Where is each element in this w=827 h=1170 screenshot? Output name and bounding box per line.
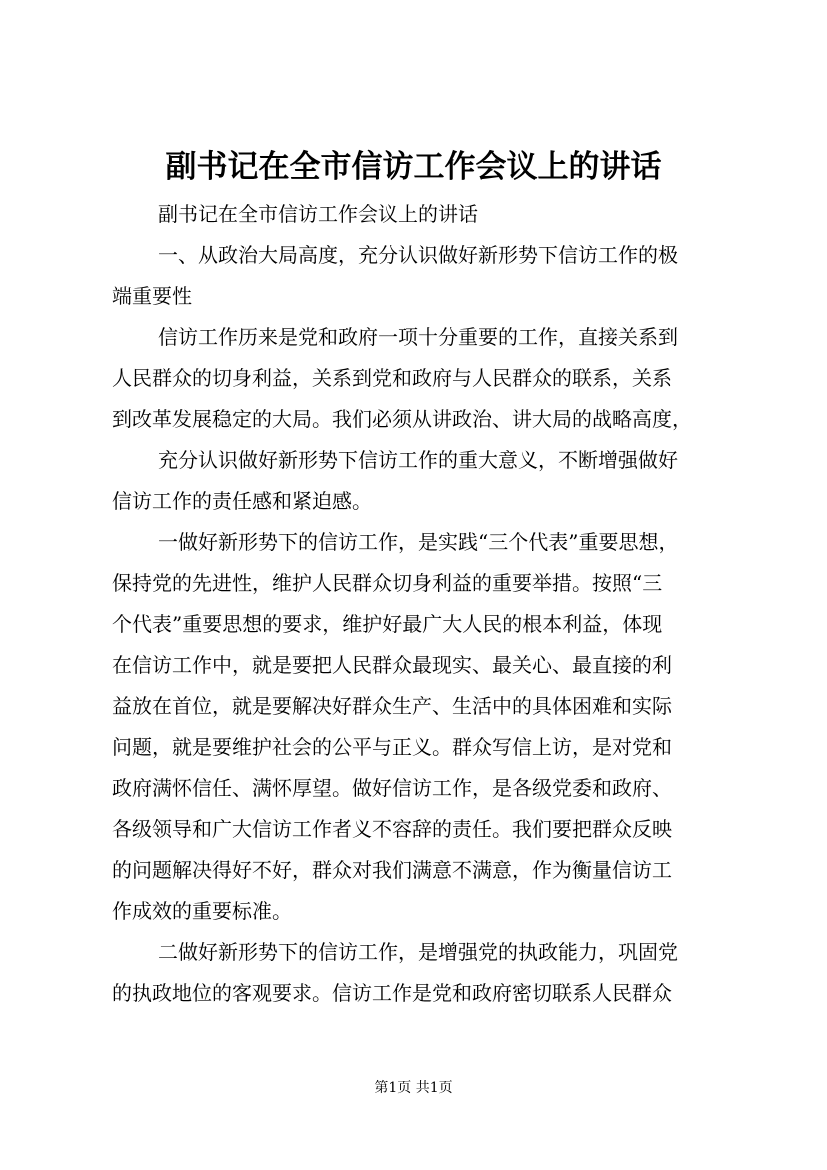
body-line: 在信访工作中，就是要把人民群众最现实、最关心、最直接的利	[112, 653, 672, 677]
body-line: 政府满怀信任、满怀厚望。做好信访工作，是各级党委和政府、	[112, 776, 672, 800]
body-line: 益放在首位，就是要解决好群众生产、生活中的具体困难和实际	[112, 694, 672, 718]
body-line: 信访工作历来是党和政府一项十分重要的工作，直接关系到	[158, 325, 678, 349]
body-line: 的执政地位的客观要求。信访工作是党和政府密切联系人民群众	[112, 981, 672, 1005]
body-line: 人民群众的切身利益，关系到党和政府与人民群众的联系，关系	[112, 366, 672, 390]
body-line: 问题，就是要维护社会的公平与正义。群众写信上访，是对党和	[112, 735, 672, 759]
body-line: 端重要性	[112, 284, 192, 308]
body-line: 一、从政治大局高度，充分认识做好新形势下信访工作的极	[158, 243, 678, 267]
document-title: 副书记在全市信访工作会议上的讲话	[165, 149, 662, 185]
body-line: 二做好新形势下的信访工作，是增强党的执政能力，巩固党	[158, 940, 678, 964]
body-line: 一做好新形势下的信访工作，是实践“三个代表”重要思想，	[158, 530, 679, 554]
body-line: 充分认识做好新形势下信访工作的重大意义，不断增强做好	[158, 448, 678, 472]
body-line: 到改革发展稳定的大局。我们必须从讲政治、讲大局的战略高度，	[112, 407, 692, 431]
body-line: 作成效的重要标准。	[112, 899, 292, 923]
body-line: 个代表”重要思想的要求，维护好最广大人民的根本利益，体现	[112, 612, 663, 636]
body-line: 信访工作的责任感和紧迫感。	[112, 489, 372, 513]
body-line: 保持党的先进性，维护人民群众切身利益的重要举措。按照“三	[112, 571, 663, 595]
document-body	[112, 194, 724, 1014]
body-line: 副书记在全市信访工作会议上的讲话	[158, 202, 478, 226]
page-number-footer: 第1页 共1页	[374, 1080, 453, 1096]
body-line: 各级领导和广大信访工作者义不容辞的责任。我们要把群众反映	[112, 817, 672, 841]
body-line: 的问题解决得好不好，群众对我们满意不满意，作为衡量信访工	[112, 858, 672, 882]
